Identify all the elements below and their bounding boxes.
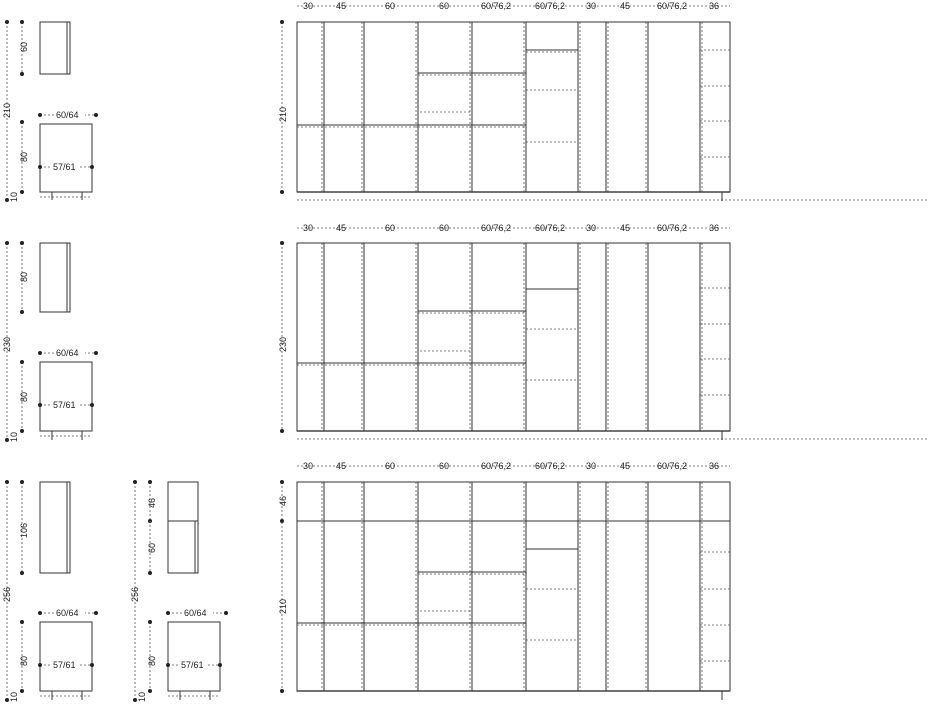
base-height-label: 80 [19, 655, 29, 666]
total-height-label: 256 [130, 586, 140, 602]
plinth-label: 10 [9, 691, 19, 702]
depth-inner-label: 57/61 [181, 660, 204, 670]
top-box-height-label: 46 [147, 497, 157, 508]
depth-outer-label: 60/64 [56, 608, 79, 618]
plinth-label: 10 [9, 431, 19, 442]
width-label: 60 [385, 1, 396, 11]
width-label: 45 [620, 1, 631, 11]
side-profile-3-alt [130, 480, 228, 702]
width-label: 30 [586, 461, 597, 471]
width-label: 60/76,2 [535, 223, 566, 233]
base-height-label: 80 [147, 655, 157, 666]
top-box-height-label: 46 [278, 495, 288, 506]
width-label: 60/76,2 [481, 461, 512, 471]
width-label: 60/76,2 [481, 223, 512, 233]
wall-cabinet [40, 243, 70, 312]
width-label: 30 [303, 461, 314, 471]
wall-height-label: 60 [19, 41, 29, 52]
depth-outer-label: 60/64 [184, 608, 207, 618]
plinth-label: 10 [137, 691, 147, 702]
section-3 [2, 461, 730, 702]
wall-cabinet [168, 482, 198, 573]
base-cabinet [40, 124, 92, 192]
depth-inner-label: 57/61 [53, 400, 76, 410]
width-label: 36 [709, 461, 720, 471]
width-label: 36 [709, 223, 720, 233]
depth-outer-label: 60/64 [56, 110, 79, 120]
total-height-label: 230 [2, 336, 12, 352]
elevation-2 [278, 223, 928, 440]
side-profile-1 [2, 20, 98, 202]
wall-height-label: 80 [19, 271, 29, 282]
side-profile-3 [2, 480, 98, 702]
base-height-label: 80 [19, 151, 29, 162]
width-label: 60/76,2 [481, 1, 512, 11]
depth-inner-label: 57/61 [53, 660, 76, 670]
base-height-label: 80 [19, 391, 29, 402]
width-label: 30 [586, 1, 597, 11]
plinth-label: 10 [9, 191, 19, 202]
total-height-label: 210 [2, 102, 12, 118]
section-2 [2, 223, 928, 442]
depth-outer-label: 60/64 [56, 348, 79, 358]
width-label: 60 [385, 223, 396, 233]
width-label: 60 [439, 223, 450, 233]
width-label: 60/76,2 [535, 1, 566, 11]
width-label: 45 [336, 1, 347, 11]
elevation-1 [278, 1, 928, 201]
width-label: 30 [303, 1, 314, 11]
wall-cabinet [40, 22, 70, 74]
width-label: 36 [709, 1, 720, 11]
width-label: 60/76,2 [657, 223, 688, 233]
base-cabinet [168, 622, 220, 691]
wall-height-label: 106 [19, 522, 29, 538]
section-1 [2, 1, 928, 202]
total-height-label: 256 [2, 586, 12, 602]
width-label: 45 [336, 461, 347, 471]
wall-height-label: 60 [147, 542, 157, 553]
side-profile-2 [2, 241, 98, 442]
wall-cabinet [40, 482, 70, 573]
width-label: 60 [439, 1, 450, 11]
elevation-height-label: 210 [278, 598, 288, 614]
width-label: 45 [620, 461, 631, 471]
width-label: 45 [336, 223, 347, 233]
width-label: 60/76,2 [657, 1, 688, 11]
width-label: 45 [620, 223, 631, 233]
base-cabinet [40, 622, 92, 691]
elevation-height-label: 210 [278, 106, 288, 122]
width-label: 60 [385, 461, 396, 471]
width-label: 60 [439, 461, 450, 471]
width-label: 30 [303, 223, 314, 233]
width-label: 30 [586, 223, 597, 233]
depth-inner-label: 57/61 [53, 162, 76, 172]
width-label: 60/76,2 [535, 461, 566, 471]
elevation-3 [278, 461, 730, 700]
elevation-height-label: 230 [278, 336, 288, 352]
width-label: 60/76,2 [657, 461, 688, 471]
base-cabinet [40, 362, 92, 431]
